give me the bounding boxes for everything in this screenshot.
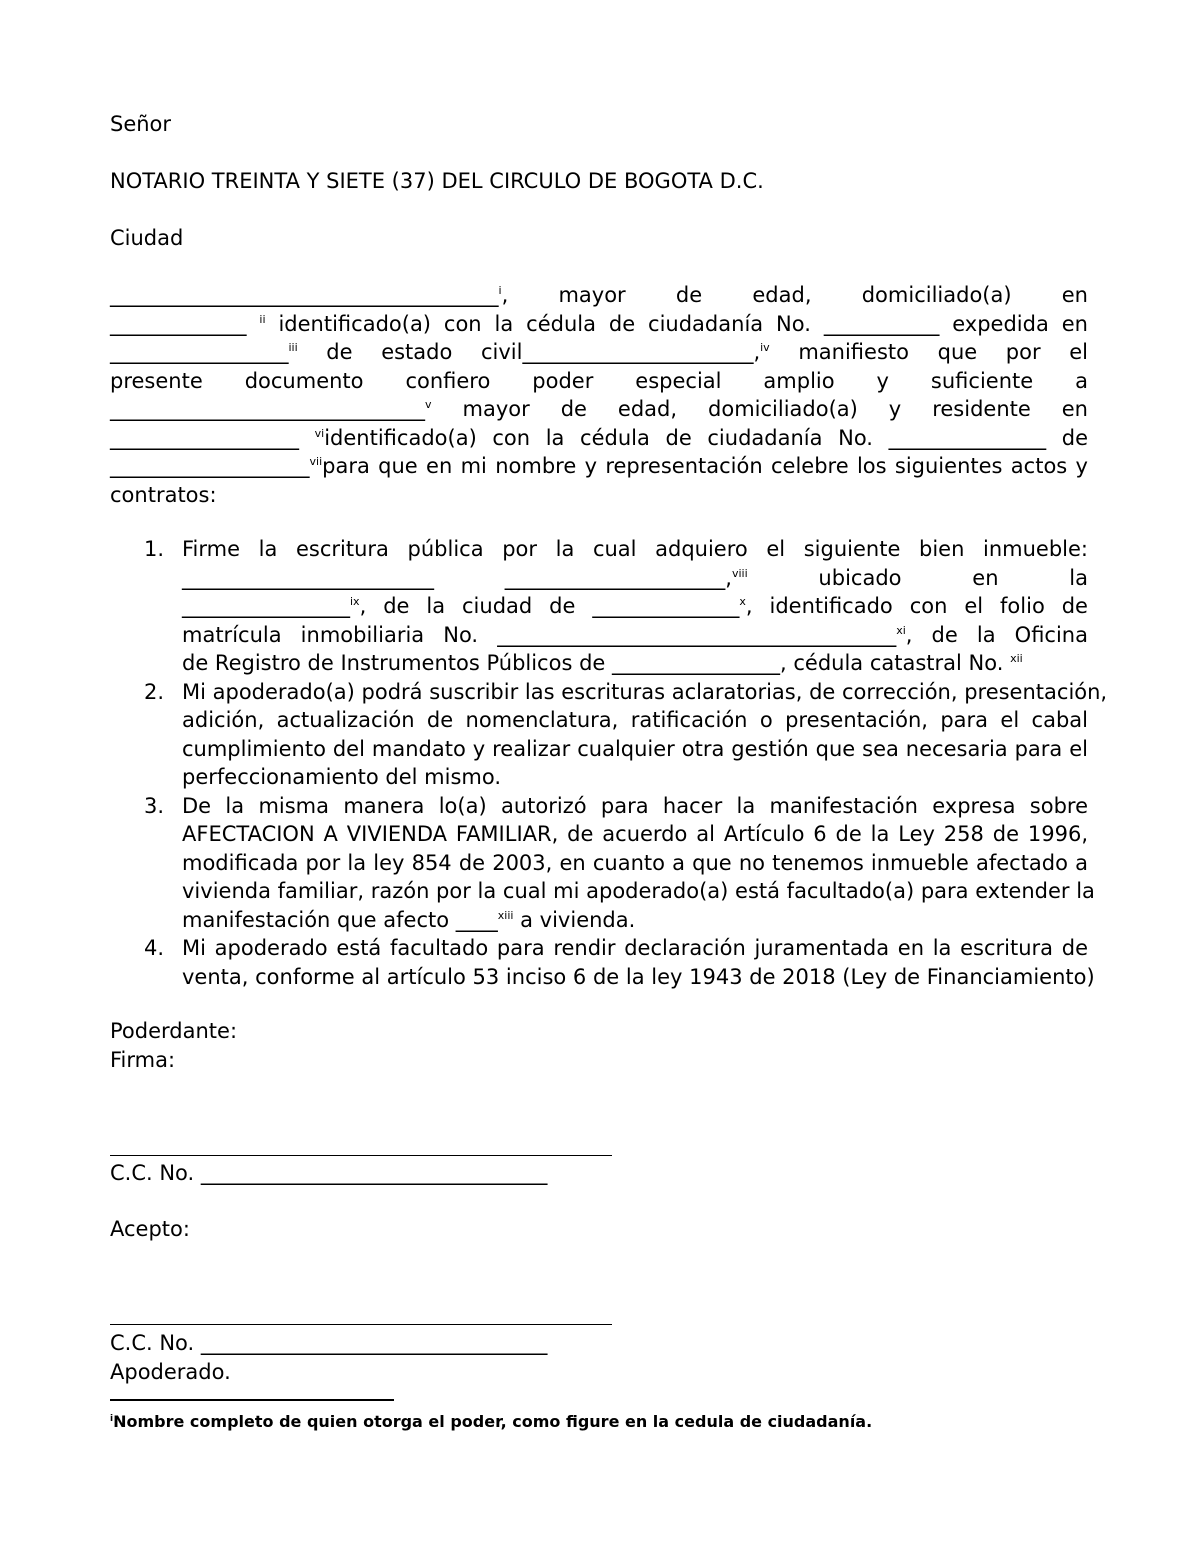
numbered-list [110,535,1108,991]
list-item-number: 3. [144,793,165,818]
list-item-line: Mi apoderado está facultado para rendir declaración juramentada en la escritura de [182,936,1088,960]
list-item-line: AFECTACION A VIVIENDA FAMILIAR, de acuerdo al Artículo 6 de la Ley 258 de 1996, [182,822,1088,846]
apoderado-signature-line [110,1324,612,1325]
list-item-line: matrícula inmobiliaria No. ______________________________________$^{xi}$, de la Oficina [182,622,1088,647]
body-line: ______________________________$^v$ mayor de edad, domiciliado(a) y residente en [110,397,1088,421]
body-line: __________________ $^{vi}$identificado(a) con la cédula de ciudadanía No. _______________ de [110,425,1088,450]
apoderado-cc: C.C. No. _________________________________ [110,1331,548,1355]
footnote-separator [110,1399,394,1401]
list-item-line: ________________________ _____________________,$^{viii}$ ubicado en la [182,565,1088,590]
footnote [110,1412,872,1431]
firma-label: Firma: [110,1048,176,1072]
poderdante-signature-line [110,1155,612,1156]
body-line: _____________ $^{ii}$ identificado(a) con la cédula de ciudadanía No. ___________ expedida en [110,311,1088,336]
body-line: ___________________$^{vii}$para que en mi nombre y representación celebre los siguientes actos y [110,454,1088,478]
footnote-marker: i [110,1414,114,1424]
apoderado-label: Apoderado. [110,1360,231,1384]
body-line: contratos: [110,482,217,507]
poderdante-cc: C.C. No. _________________________________ [110,1161,548,1185]
list-item-line: perfeccionamiento del mismo. [182,765,502,789]
list-item-line: vivienda familiar, razón por la cual mi apoderado(a) está facultado(a) para extender la [182,879,1095,903]
list-item [110,934,1095,991]
list-item-line: Firme la escritura pública por la cual adquiero el siguiente bien inmueble: [182,537,1088,561]
list-item [110,678,1108,792]
list-item-line: venta, conforme al artículo 53 inciso 6 de la ley 1943 de 2018 (Ley de Financiamiento) [182,964,1095,989]
list-item-line: ________________$^{ix}$, de la ciudad de ______________$^x$, identificado con el folio de [182,594,1088,618]
addressee: NOTARIO TREINTA Y SIETE (37) DEL CIRCULO DE BOGOTA D.C. [110,169,764,193]
body-line: _________________$^{iii}$ de estado civil______________________,$^{iv}$ manifiesto que por el [110,340,1089,364]
list-item-line: Mi apoderado(a) podrá suscribir las escrituras aclaratorias, de corrección, presentación, [182,679,1108,704]
poderdante-label: Poderdante: [110,1019,238,1043]
footnote-ref: i [498,284,502,297]
list-item [110,535,1088,678]
footnote-text: Nombre completo de quien otorga el poder, como figure en la cedula de ciudadanía. [113,1412,873,1431]
list-item-line: adición, actualización de nomenclatura, ratificación o presentación, para el cabal [182,708,1088,732]
list-item-number: 4. [144,936,165,960]
list-item [110,792,1095,935]
list-item-line: manifestación que afecto ____$^{xiii}$ a vivienda. [182,907,636,932]
city-label: Ciudad [110,226,184,250]
list-item-number: 1. [144,537,165,561]
list-item-line: de Registro de Instrumentos Públicos de ________________, cédula catastral No. $^{xii}$ [182,651,1023,675]
list-item-number: 2. [144,679,165,704]
body-paragraph [110,281,1088,509]
list-item-line: cumplimiento del mandato y realizar cualquier otra gestión que sea necesaria para el [182,736,1088,761]
list-item-line: De la misma manera lo(a) autorizó para hacer la manifestación expresa sobre [182,793,1088,818]
body-line: _____________________________________$^i$, mayor de edad, domiciliado(a) en [110,283,1088,307]
salutation: Señor [110,112,172,136]
body-line: presente documento confiero poder especial amplio y suficiente a [110,368,1088,393]
list-item-line: modificada por la ley 854 de 2003, en cuanto a que no tenemos inmueble afectado a [182,850,1088,875]
acepto-label: Acepto: [110,1217,190,1241]
